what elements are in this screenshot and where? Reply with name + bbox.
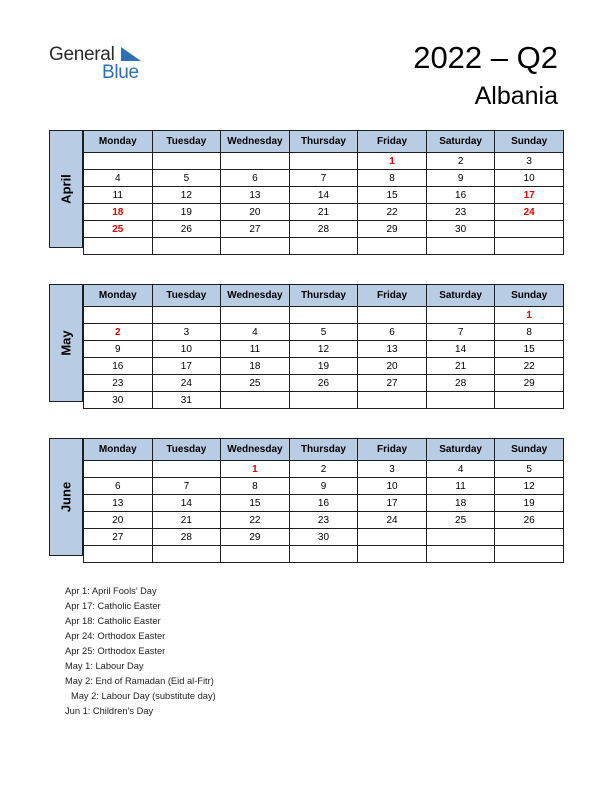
day-cell: 28 (426, 375, 495, 392)
day-cell: 9 (289, 478, 358, 495)
day-cell: 17 (358, 495, 427, 512)
day-cell (221, 238, 290, 255)
weekday-header: Thursday (289, 285, 358, 307)
generalblue-logo (49, 44, 149, 84)
week-row (84, 495, 564, 512)
day-cell: 30 (289, 529, 358, 546)
week-row (84, 358, 564, 375)
day-cell (221, 392, 290, 409)
day-cell: 14 (152, 495, 221, 512)
weekday-header: Monday (84, 285, 153, 307)
day-cell: 16 (289, 495, 358, 512)
weekday-header: Monday (84, 439, 153, 461)
month-block-april (49, 130, 564, 248)
weekday-header: Tuesday (152, 439, 221, 461)
day-cell: 6 (84, 478, 153, 495)
day-cell (426, 392, 495, 409)
week-row (84, 461, 564, 478)
day-cell: 23 (289, 512, 358, 529)
day-cell: 10 (152, 341, 221, 358)
day-cell: 7 (289, 170, 358, 187)
month-grid (83, 438, 564, 563)
day-cell: 6 (221, 170, 290, 187)
country-name: Albania (474, 82, 558, 110)
weekday-header: Tuesday (152, 285, 221, 307)
day-cell: 11 (221, 341, 290, 358)
day-cell: 8 (495, 324, 564, 341)
day-cell: 21 (152, 512, 221, 529)
weekday-header: Wednesday (221, 131, 290, 153)
week-row (84, 170, 564, 187)
week-row (84, 478, 564, 495)
day-cell (289, 238, 358, 255)
day-cell (152, 461, 221, 478)
day-cell: 26 (289, 375, 358, 392)
day-cell: 4 (426, 461, 495, 478)
day-cell (84, 307, 153, 324)
weekday-header: Thursday (289, 131, 358, 153)
day-cell (84, 238, 153, 255)
weekday-header: Wednesday (221, 439, 290, 461)
day-cell: 11 (426, 478, 495, 495)
day-cell: 11 (84, 187, 153, 204)
day-cell: 24 (358, 512, 427, 529)
day-cell: 19 (152, 204, 221, 221)
day-cell: 29 (495, 375, 564, 392)
day-cell: 18 (426, 495, 495, 512)
weekday-header: Friday (358, 439, 427, 461)
week-row (84, 375, 564, 392)
day-cell (495, 238, 564, 255)
day-cell: 9 (426, 170, 495, 187)
weekday-header: Tuesday (152, 131, 221, 153)
day-cell: 17 (152, 358, 221, 375)
month-block-june (49, 438, 564, 556)
day-cell: 5 (289, 324, 358, 341)
holiday-note: Apr 1: April Fools’ Day (65, 586, 157, 596)
logo-general-text: General (49, 44, 115, 65)
week-row (84, 307, 564, 324)
day-cell: 18 (84, 204, 153, 221)
day-cell: 24 (495, 204, 564, 221)
day-cell (358, 392, 427, 409)
day-cell (152, 307, 221, 324)
weekday-header: Saturday (426, 439, 495, 461)
month-name: April (58, 174, 74, 204)
month-grid (83, 130, 564, 255)
day-cell (152, 238, 221, 255)
week-row (84, 546, 564, 563)
day-cell: 20 (84, 512, 153, 529)
day-cell: 27 (221, 221, 290, 238)
day-cell: 1 (221, 461, 290, 478)
day-cell: 16 (426, 187, 495, 204)
weekday-header: Saturday (426, 131, 495, 153)
day-cell: 31 (152, 392, 221, 409)
day-cell: 22 (221, 512, 290, 529)
day-cell: 19 (495, 495, 564, 512)
day-cell: 4 (84, 170, 153, 187)
logo-triangle-icon (121, 47, 141, 61)
holiday-note: May 2: Labour Day (substitute day) (71, 691, 216, 701)
weekday-header: Wednesday (221, 285, 290, 307)
day-cell: 16 (84, 358, 153, 375)
day-cell: 1 (358, 153, 427, 170)
day-cell: 25 (84, 221, 153, 238)
day-cell (495, 221, 564, 238)
page-title: 2022 – Q2 (413, 40, 558, 75)
day-cell: 21 (426, 358, 495, 375)
day-cell (426, 529, 495, 546)
week-row (84, 512, 564, 529)
day-cell (221, 546, 290, 563)
day-cell: 12 (289, 341, 358, 358)
weekday-header: Saturday (426, 285, 495, 307)
day-cell: 8 (221, 478, 290, 495)
day-cell: 7 (152, 478, 221, 495)
day-cell: 22 (495, 358, 564, 375)
day-cell (289, 307, 358, 324)
day-cell: 29 (221, 529, 290, 546)
holiday-note: May 1: Labour Day (65, 661, 144, 671)
day-cell: 26 (495, 512, 564, 529)
day-cell: 30 (426, 221, 495, 238)
day-cell: 20 (358, 358, 427, 375)
month-name: June (58, 481, 74, 513)
day-cell (358, 238, 427, 255)
day-cell (358, 307, 427, 324)
day-cell (289, 153, 358, 170)
day-cell: 4 (221, 324, 290, 341)
holiday-note: May 2: End of Ramadan (Eid al-Fitr) (65, 676, 214, 686)
week-row (84, 238, 564, 255)
day-cell: 13 (221, 187, 290, 204)
holiday-note: Apr 18: Catholic Easter (65, 616, 161, 626)
day-cell: 14 (289, 187, 358, 204)
day-cell: 25 (426, 512, 495, 529)
day-cell: 3 (495, 153, 564, 170)
month-name: May (58, 330, 74, 356)
day-cell: 29 (358, 221, 427, 238)
day-cell: 27 (84, 529, 153, 546)
day-cell: 25 (221, 375, 290, 392)
weekday-header: Sunday (495, 131, 564, 153)
day-cell (84, 461, 153, 478)
day-cell: 23 (84, 375, 153, 392)
day-cell: 27 (358, 375, 427, 392)
day-cell: 13 (84, 495, 153, 512)
day-cell: 28 (152, 529, 221, 546)
day-cell: 14 (426, 341, 495, 358)
day-cell (152, 546, 221, 563)
day-cell: 22 (358, 204, 427, 221)
day-cell (495, 546, 564, 563)
day-cell: 15 (495, 341, 564, 358)
day-cell (495, 529, 564, 546)
holiday-note: Jun 1: Children’s Day (65, 706, 154, 716)
day-cell: 20 (221, 204, 290, 221)
month-block-may (49, 284, 564, 406)
week-row (84, 341, 564, 358)
week-row (84, 529, 564, 546)
day-cell: 30 (84, 392, 153, 409)
day-cell: 28 (289, 221, 358, 238)
weekday-header: Friday (358, 131, 427, 153)
month-label-bar (49, 130, 83, 248)
day-cell: 5 (152, 170, 221, 187)
day-cell: 15 (221, 495, 290, 512)
day-cell: 3 (358, 461, 427, 478)
day-cell (358, 529, 427, 546)
day-cell (426, 238, 495, 255)
day-cell: 8 (358, 170, 427, 187)
day-cell: 1 (495, 307, 564, 324)
day-cell: 17 (495, 187, 564, 204)
day-cell: 10 (495, 170, 564, 187)
weekday-header: Thursday (289, 439, 358, 461)
week-row (84, 153, 564, 170)
day-cell: 10 (358, 478, 427, 495)
day-cell: 26 (152, 221, 221, 238)
month-grid (83, 284, 564, 409)
week-row (84, 392, 564, 409)
day-cell: 7 (426, 324, 495, 341)
day-cell: 19 (289, 358, 358, 375)
day-cell (426, 307, 495, 324)
month-label-bar (49, 438, 83, 556)
day-cell: 3 (152, 324, 221, 341)
day-cell: 5 (495, 461, 564, 478)
day-cell (221, 307, 290, 324)
weekday-header: Sunday (495, 285, 564, 307)
day-cell: 24 (152, 375, 221, 392)
holiday-notes (65, 584, 216, 719)
logo-blue-text: Blue (102, 62, 139, 83)
day-cell (495, 392, 564, 409)
day-cell: 23 (426, 204, 495, 221)
holiday-note: Apr 24: Orthodox Easter (65, 631, 166, 641)
day-cell (84, 546, 153, 563)
day-cell: 6 (358, 324, 427, 341)
day-cell (426, 546, 495, 563)
day-cell: 13 (358, 341, 427, 358)
week-row (84, 221, 564, 238)
day-cell: 18 (221, 358, 290, 375)
day-cell (289, 392, 358, 409)
week-row (84, 187, 564, 204)
day-cell (221, 153, 290, 170)
day-cell (84, 153, 153, 170)
day-cell: 2 (84, 324, 153, 341)
month-label-bar (49, 284, 83, 402)
holiday-note: Apr 17: Catholic Easter (65, 601, 161, 611)
day-cell (358, 546, 427, 563)
day-cell: 9 (84, 341, 153, 358)
weekday-header: Sunday (495, 439, 564, 461)
day-cell: 15 (358, 187, 427, 204)
day-cell: 21 (289, 204, 358, 221)
day-cell: 2 (426, 153, 495, 170)
holiday-note: Apr 25: Orthodox Easter (65, 646, 166, 656)
day-cell: 12 (495, 478, 564, 495)
week-row (84, 204, 564, 221)
day-cell: 12 (152, 187, 221, 204)
weekday-header: Monday (84, 131, 153, 153)
week-row (84, 324, 564, 341)
weekday-header: Friday (358, 285, 427, 307)
day-cell (289, 546, 358, 563)
day-cell (152, 153, 221, 170)
day-cell: 2 (289, 461, 358, 478)
